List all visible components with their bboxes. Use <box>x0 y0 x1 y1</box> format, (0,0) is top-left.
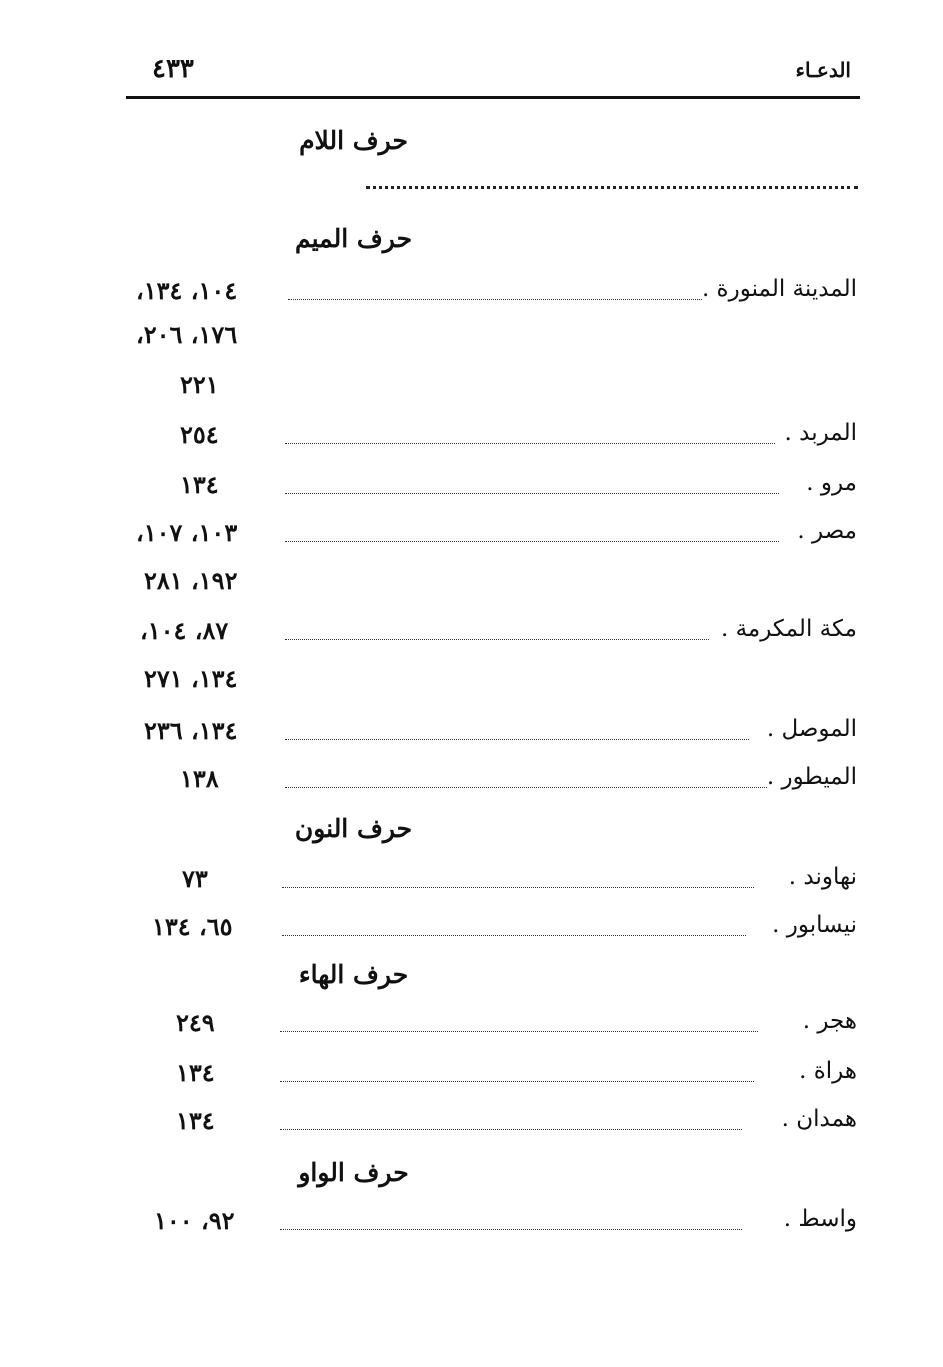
dot-leader <box>285 639 709 640</box>
index-entry <box>0 616 943 656</box>
entry-place: واسط . <box>783 1206 857 1232</box>
empty-section-dots <box>366 186 858 189</box>
entry-place: هراة . <box>799 1058 857 1084</box>
index-entry <box>0 420 943 460</box>
section-heading-ha: حرف الهاء <box>298 960 409 989</box>
page-number: ٤٣٣ <box>152 54 194 84</box>
dot-leader <box>280 1031 758 1032</box>
index-entry <box>0 716 943 756</box>
entry-pages: ١٣٤ <box>176 1058 215 1087</box>
dot-leader <box>285 493 779 494</box>
dot-leader <box>280 1229 742 1230</box>
entry-pages: ١٣٤، ٢٣٦ <box>144 716 238 745</box>
section-heading-lam: حرف اللام <box>299 126 408 155</box>
index-entry <box>0 912 943 952</box>
index-entry <box>0 1058 943 1098</box>
dot-leader <box>285 787 767 788</box>
index-entry <box>0 518 943 558</box>
entry-pages-continued: ١٧٦، ٢٠٦، <box>136 320 238 349</box>
entry-place: نيسابور . <box>772 912 857 938</box>
index-entry <box>0 470 943 510</box>
dot-leader <box>280 1081 754 1082</box>
entry-pages: ٦٥، ١٣٤ <box>152 912 233 941</box>
dot-leader <box>288 299 702 300</box>
dot-leader <box>285 739 749 740</box>
index-entry <box>0 1206 943 1246</box>
entry-pages: ٢٥٤ <box>180 420 219 449</box>
index-entry <box>0 1106 943 1146</box>
entry-pages: ٩٢، ١٠٠ <box>154 1206 235 1235</box>
index-entry <box>0 764 943 804</box>
entry-pages-continued: ٢٢١ <box>180 370 219 399</box>
index-entry <box>0 1008 943 1048</box>
section-heading-waw: حرف الواو <box>298 1158 409 1187</box>
entry-place: مصر . <box>797 518 857 544</box>
entry-place: الموصل . <box>766 716 857 742</box>
entry-place: هجر . <box>802 1008 857 1034</box>
entry-pages: ٨٧، ١٠٤، <box>140 616 229 645</box>
index-entry <box>0 276 943 316</box>
entry-pages: ١٣٨ <box>180 764 219 793</box>
index-entry <box>0 864 943 904</box>
running-title: الدعـاء <box>795 58 851 82</box>
entry-pages-continued: ١٩٢، ٢٨١ <box>144 566 238 595</box>
entry-pages: ٧٣ <box>182 864 208 893</box>
entry-place: نهاوند . <box>788 864 857 890</box>
entry-place: الميطور . <box>766 764 857 790</box>
entry-place: المدينة المنورة . <box>701 276 857 302</box>
entry-pages: ١٠٤، ١٣٤، <box>136 276 238 305</box>
section-heading-mim: حرف الميم <box>294 224 413 253</box>
dot-leader <box>285 443 775 444</box>
entry-pages-continued: ١٣٤، ٢٧١ <box>144 664 238 693</box>
entry-pages: ١٠٣، ١٠٧، <box>136 518 238 547</box>
entry-place: مرو . <box>806 470 857 496</box>
entry-pages: ٢٤٩ <box>176 1008 215 1037</box>
dot-leader <box>280 1129 742 1130</box>
entry-pages: ١٣٤ <box>176 1106 215 1135</box>
entry-pages: ١٣٤ <box>180 470 219 499</box>
section-heading-nun: حرف النون <box>294 814 413 843</box>
dot-leader <box>282 887 754 888</box>
dot-leader <box>282 935 746 936</box>
header-rule <box>126 96 860 99</box>
dot-leader <box>285 541 779 542</box>
entry-place: المربد . <box>784 420 857 446</box>
entry-place: مكة المكرمة . <box>720 616 857 642</box>
entry-place: همدان . <box>781 1106 857 1132</box>
